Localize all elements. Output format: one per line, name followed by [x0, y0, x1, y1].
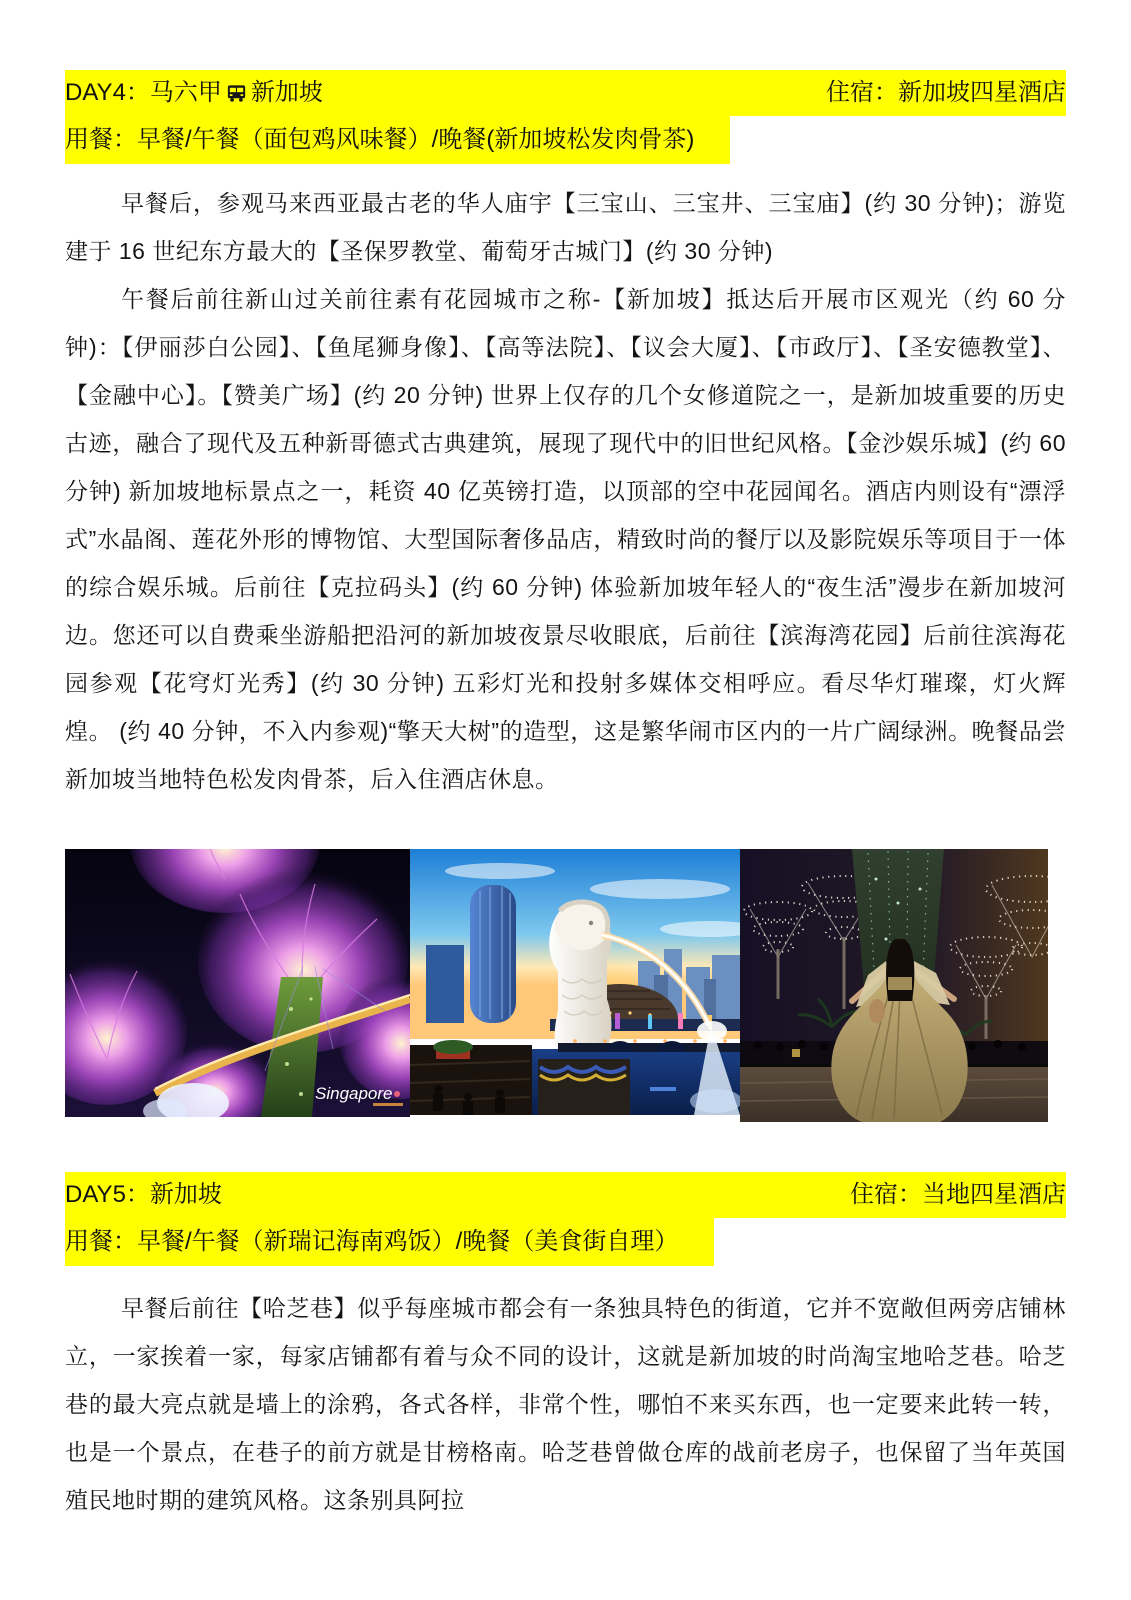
bus-icon [225, 82, 248, 105]
day5-paragraph-1: 早餐后前往【哈芝巷】似乎每座城市都会有一条独具特色的街道，它并不宽敞但两旁店铺林立，一家挨着一家，每家店铺都有着与众不同的设计，这就是新加坡的时尚淘宝地哈芝巷。哈芝巷的最大亮点就是墙上的涂鸦，各式各样，非常个性，哪怕不来买东西，也一定要来此转一转，也是一个景点，在巷子的前方就是甘榜格南。哈芝巷曾做仓库的战前老房子，也保留了当年英国殖民地时期的建筑风格。这条别具阿拉 [65, 1295, 1066, 1513]
day4-meals: 用餐：早餐/午餐（面包鸡风味餐）/晚餐(新加坡松发肉骨茶) [65, 126, 695, 153]
singapore-watermark: Singapore [315, 1084, 393, 1103]
day4-paragraph-1: 早餐后，参观马来西亚最古老的华人庙宇【三宝山、三宝井、三宝庙】(约 30 分钟)；游览建于 16 世纪东方最大的【圣保罗教堂、葡萄牙古城门】(约 30 分钟) [65, 190, 1066, 264]
day4-title-prefix: DAY4：马六甲 [65, 79, 222, 106]
photo-row [65, 849, 1066, 1122]
photo-gardens-visitor [740, 849, 1048, 1122]
day4-paragraph-2: 午餐后前往新山过关前往素有花园城市之称-【新加坡】抵达后开展市区观光（约 60 分钟)：【伊丽莎白公园】、【鱼尾狮身像】、【高等法院】、【议会大厦】、【市政厅】、【圣安德教堂】、【金融中心】。【赞美广场】(约 20 分钟) 世界上仅存的几个女修道院之一，是新加坡重要的历史古迹，融合了现代及五种新哥德式古典建筑，展现了现代中的旧世纪风格。【金沙娱乐城】(约 60 分钟) 新加坡地标景点之一，耗资 40 亿英镑打造，以顶部的空中花园闻名。酒店内则设有“漂浮式”水晶阁、莲花外形的博物馆、大型国际奢侈品店，精致时尚的餐厅以及影院娱乐等项目于一体的综合娱乐城。后前往【克拉码头】(约 60 分钟) 体验新加坡年轻人的“夜生活”漫步在新加坡河边。您还可以自费乘坐游船把沿河的新加坡夜景尽收眼底，后前往【滨海湾花园】后前往滨海花园参观【花穹灯光秀】(约 30 分钟) 五彩灯光和投射多媒体交相呼应。看尽华灯璀璨，灯火辉煌。 (约 40 分钟，不入内参观)“擎天大树”的造型，这是繁华闹市区内的一片广阔绿洲。晚餐品尝新加坡当地特色松发肉骨茶，后入住酒店休息。 [65, 286, 1066, 792]
day5-title: DAY5：新加坡 [65, 1181, 222, 1208]
day4-body [65, 179, 1066, 803]
photo-merlion-park [410, 849, 740, 1115]
day4-title [65, 70, 323, 116]
day5-lodging: 住宿：当地四星酒店 [850, 1181, 1066, 1208]
day5-meals-row [65, 1218, 714, 1266]
photo-supertree-grove [65, 849, 410, 1117]
day4-title-destination: 新加坡 [250, 79, 323, 106]
day5-body [65, 1284, 1066, 1524]
day4-header-row [65, 70, 1066, 116]
day5-header-row [65, 1172, 1066, 1218]
day4-meals-row [65, 116, 730, 164]
day5-meals: 用餐：早餐/午餐（新瑞记海南鸡饭）/晚餐（美食街自理） [65, 1228, 679, 1255]
day4-lodging: 住宿：新加坡四星酒店 [826, 79, 1066, 106]
